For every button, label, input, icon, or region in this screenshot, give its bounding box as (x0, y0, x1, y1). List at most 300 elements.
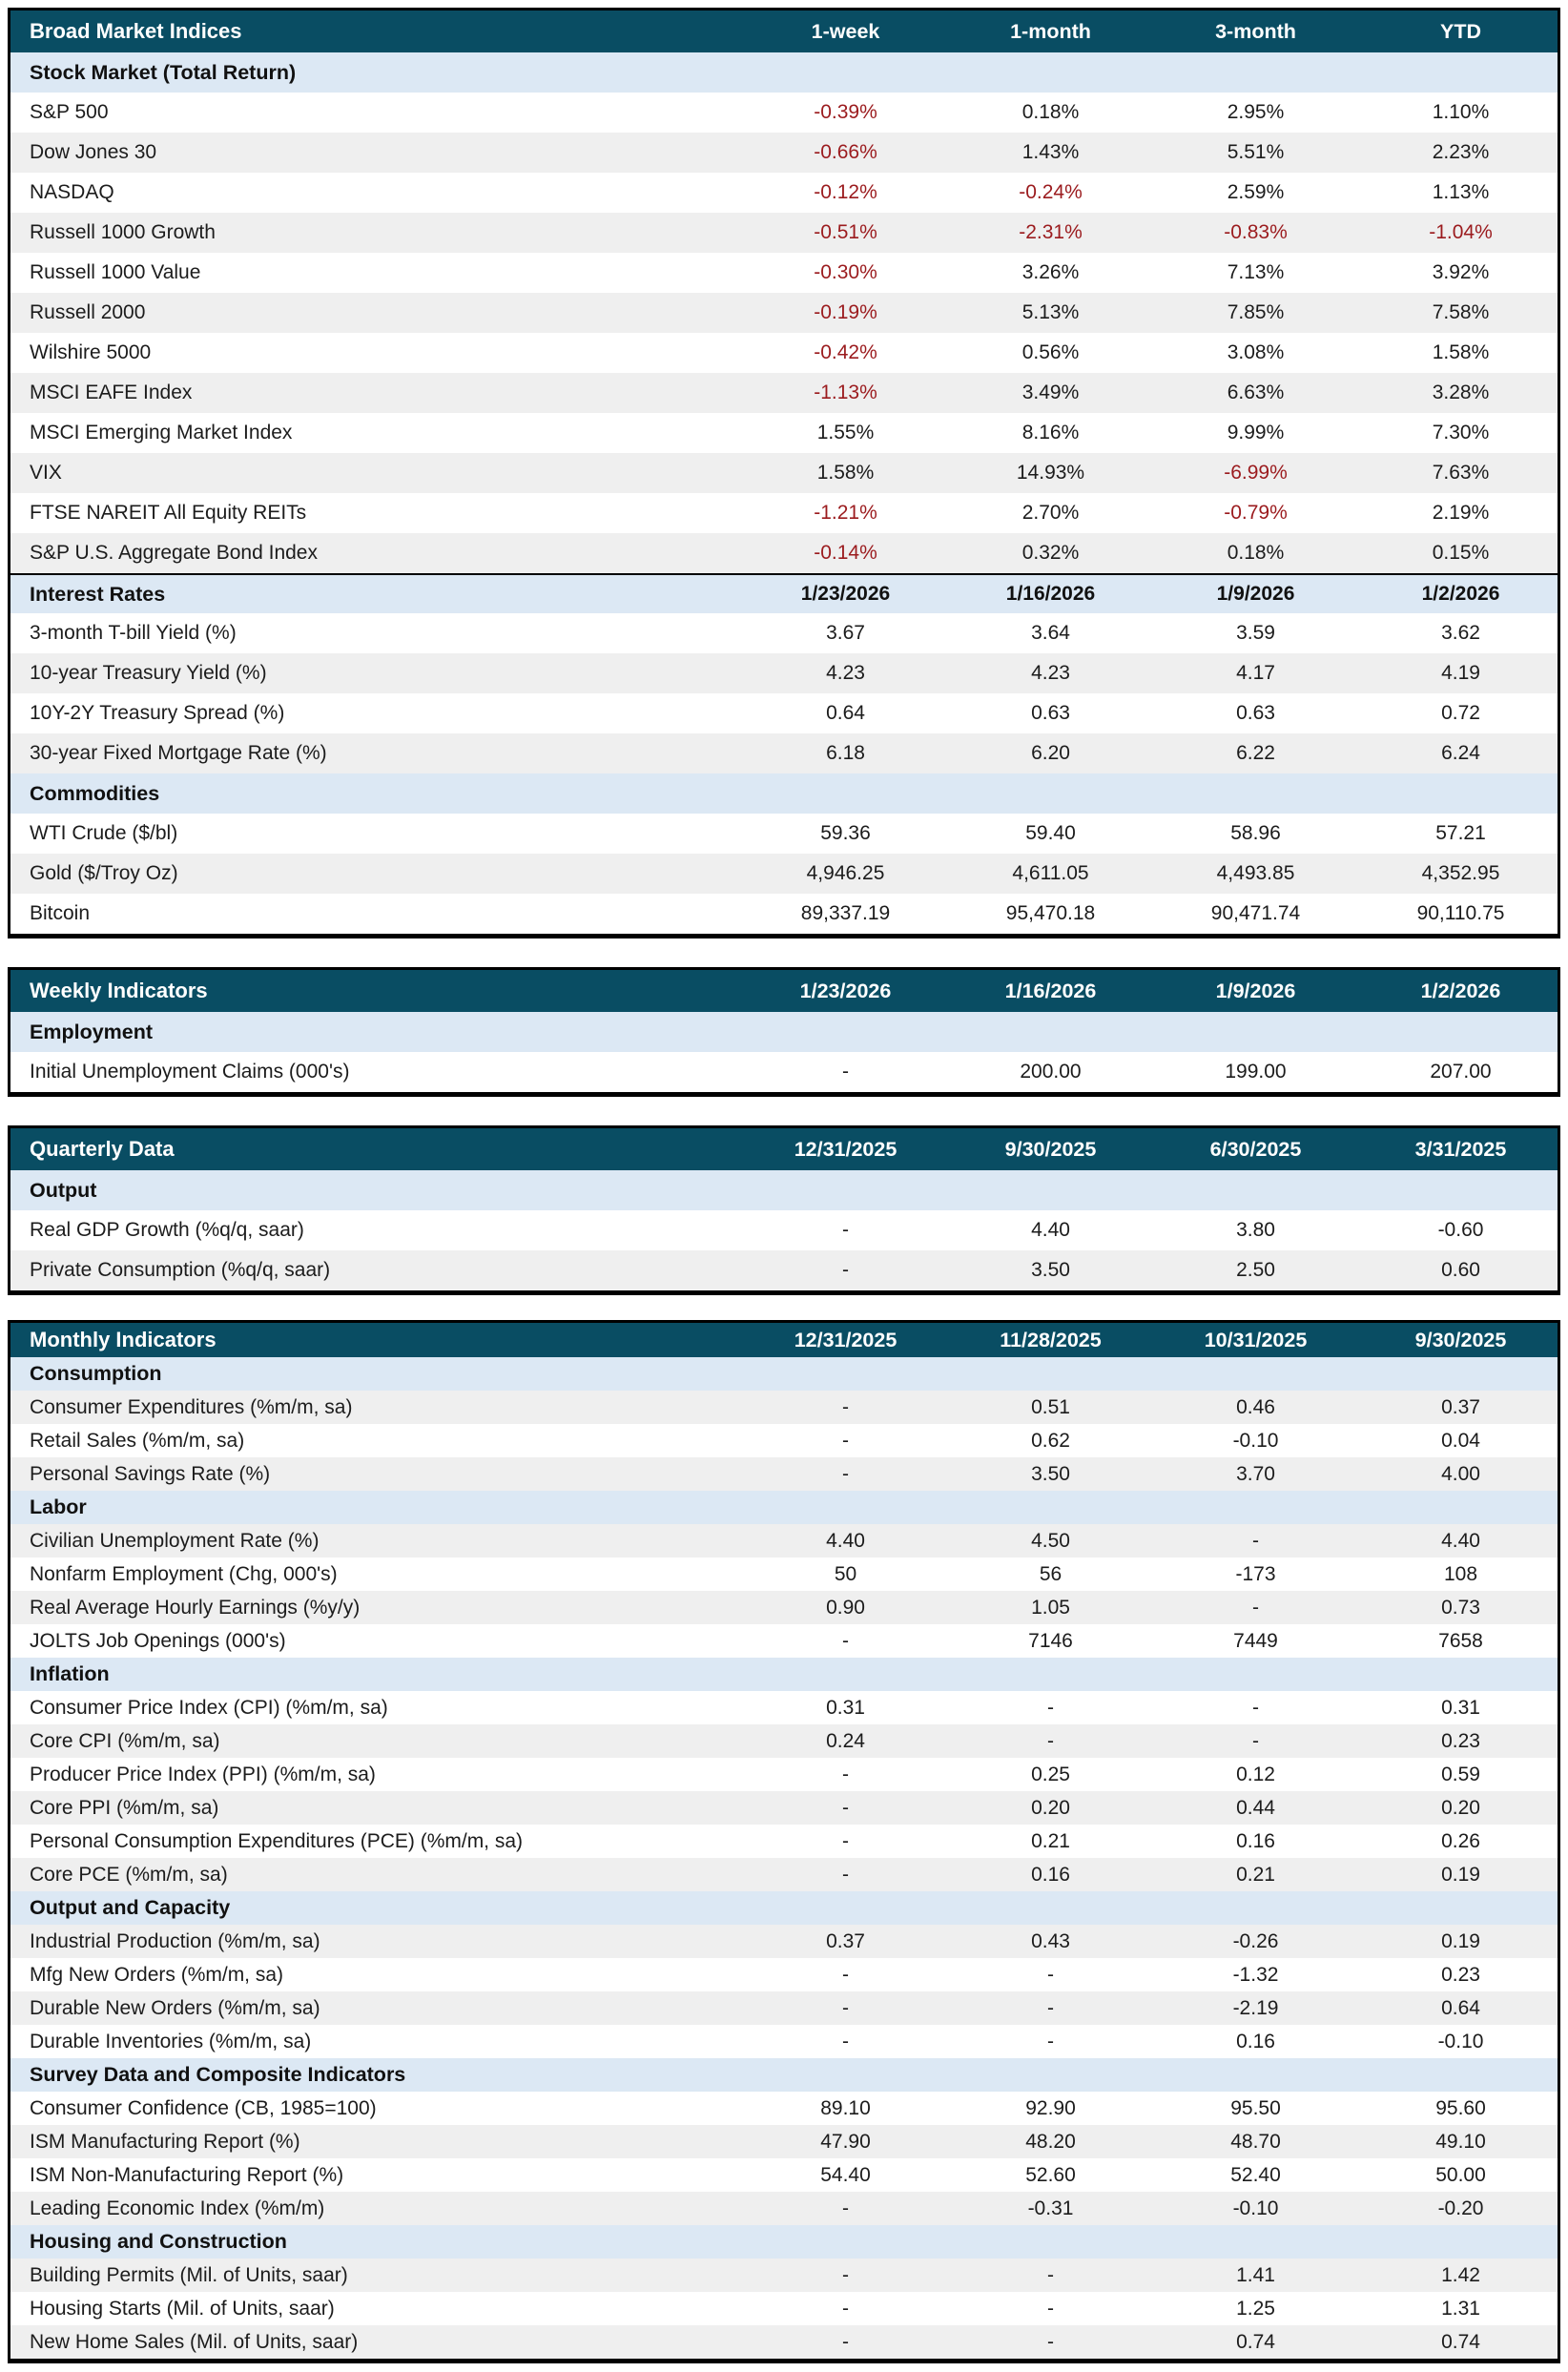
cell-value: - (842, 1429, 849, 1452)
table-row (10, 1052, 1558, 1092)
row-label: ISM Non-Manufacturing Report (%) (30, 2163, 344, 2186)
cell-value: 7.63% (1432, 462, 1490, 484)
row-label: S&P U.S. Aggregate Bond Index (30, 542, 318, 564)
row-label: 30-year Fixed Mortgage Rate (%) (30, 742, 327, 764)
table-row (10, 814, 1558, 854)
table-row (10, 1210, 1558, 1250)
row-label: Bitcoin (30, 902, 91, 924)
cell-value: 47.90 (820, 2130, 871, 2153)
cell-value: 0.20 (1031, 1796, 1070, 1819)
section-header-row (10, 2225, 1558, 2259)
cell-value: 1.25 (1236, 2297, 1275, 2320)
cell-value: 56 (1039, 1562, 1063, 1585)
cell-value: - (1252, 1729, 1259, 1752)
column-header: 9/30/2025 (1414, 1328, 1507, 1351)
cell-value: 89.10 (820, 2096, 871, 2119)
column-header: 1/16/2026 (1004, 979, 1097, 1002)
row-label: MSCI Emerging Market Index (30, 422, 293, 443)
cell-value: 57.21 (1435, 822, 1486, 844)
cell-value: 1/23/2026 (800, 583, 891, 605)
cell-value: - (1047, 1696, 1054, 1719)
table-row (10, 533, 1558, 573)
cell-value: -1.21% (814, 502, 877, 524)
cell-value: -0.24% (1019, 181, 1083, 203)
section-title: Labor (30, 1495, 87, 1518)
quarterly-data-table (8, 1125, 1560, 1295)
cell-value: 95.60 (1435, 2096, 1486, 2119)
cell-value: -0.66% (814, 141, 877, 163)
cell-value: 6.24 (1441, 742, 1480, 764)
row-label: Personal Consumption Expenditures (PCE) (%m/m, sa) (30, 1829, 524, 1852)
table-row (10, 1858, 1558, 1891)
column-header: 6/30/2025 (1209, 1137, 1302, 1161)
table-row (10, 2325, 1558, 2359)
row-label: 10-year Treasury Yield (%) (30, 662, 267, 684)
row-label: Industrial Production (%m/m, sa) (30, 1929, 320, 1952)
cell-value: -0.30% (814, 261, 877, 283)
row-label: 10Y-2Y Treasury Spread (%) (30, 702, 285, 724)
row-label: Real Average Hourly Earnings (%y/y) (30, 1596, 361, 1619)
cell-value: 7146 (1028, 1629, 1073, 1652)
cell-value: 54.40 (820, 2163, 871, 2186)
cell-value: -0.20 (1437, 2197, 1484, 2219)
cell-value: 0.19 (1441, 1863, 1480, 1886)
cell-value: 7.58% (1432, 301, 1490, 323)
cell-value: 1.55% (816, 422, 875, 443)
cell-value: - (842, 1219, 849, 1241)
row-label: Wilshire 5000 (30, 341, 152, 363)
section-header-row (10, 1357, 1558, 1391)
cell-value: 1.42 (1441, 2263, 1480, 2286)
cell-value: 7.85% (1227, 301, 1285, 323)
cell-value: 3.64 (1031, 622, 1070, 644)
cell-value: - (842, 1863, 849, 1886)
row-label: Initial Unemployment Claims (000's) (30, 1061, 350, 1083)
cell-value: - (1047, 2030, 1054, 2052)
monthly-indicators-table (8, 1320, 1560, 2363)
cell-value: 4.23 (826, 662, 865, 684)
column-header: 12/31/2025 (794, 1328, 897, 1351)
cell-value: 0.64 (826, 702, 865, 724)
cell-value: 3.28% (1432, 382, 1490, 403)
cell-value: 0.04 (1441, 1429, 1480, 1452)
cell-value: 1.43% (1021, 141, 1080, 163)
table-row (10, 2125, 1558, 2158)
column-header: 9/30/2025 (1004, 1137, 1097, 1161)
cell-value: 3.26% (1021, 261, 1080, 283)
cell-value: 0.31 (1441, 1696, 1480, 1719)
column-header: 12/31/2025 (794, 1137, 897, 1161)
cell-value: 7658 (1438, 1629, 1483, 1652)
row-label: Russell 1000 Growth (30, 221, 216, 243)
cell-value: - (1047, 1729, 1054, 1752)
cell-value: 0.18% (1021, 101, 1080, 123)
table-row (10, 1925, 1558, 1958)
cell-value: 49.10 (1435, 2130, 1486, 2153)
cell-value: -1.32 (1232, 1963, 1279, 1986)
cell-value: 0.16 (1236, 2030, 1275, 2052)
cell-value: 0.64 (1441, 1996, 1480, 2019)
table-row (10, 1524, 1558, 1557)
cell-value: 0.46 (1236, 1395, 1275, 1418)
cell-value: 2.70% (1021, 502, 1080, 524)
column-header: 10/31/2025 (1204, 1328, 1308, 1351)
row-label: Civilian Unemployment Rate (%) (30, 1529, 320, 1552)
cell-value: 199.00 (1225, 1061, 1287, 1083)
row-label: Leading Economic Index (%m/m) (30, 2197, 325, 2219)
cell-value: 3.59 (1236, 622, 1275, 644)
cell-value: -0.83% (1224, 221, 1288, 243)
table-row (10, 1591, 1558, 1624)
cell-value: - (1047, 2297, 1054, 2320)
cell-value: 48.70 (1230, 2130, 1281, 2153)
cell-value: 90,471.74 (1210, 902, 1301, 924)
table-row (10, 1424, 1558, 1457)
cell-value: 200.00 (1020, 1061, 1082, 1083)
table-row (10, 653, 1558, 693)
table-row (10, 2192, 1558, 2225)
cell-value: -2.31% (1019, 221, 1083, 243)
cell-value: 0.37 (1441, 1395, 1480, 1418)
cell-value: 0.74 (1441, 2330, 1480, 2353)
row-label: FTSE NAREIT All Equity REITs (30, 502, 307, 524)
cell-value: 0.37 (826, 1929, 865, 1952)
row-label: NASDAQ (30, 181, 114, 203)
cell-value: -0.10 (1437, 2030, 1484, 2052)
cell-value: -2.19 (1232, 1996, 1279, 2019)
cell-value: 3.80 (1236, 1219, 1275, 1241)
cell-value: - (842, 1796, 849, 1819)
table-row (10, 2292, 1558, 2325)
table-row (10, 2025, 1558, 2058)
cell-value: -0.14% (814, 542, 877, 564)
cell-value: - (842, 1259, 849, 1281)
cell-value: -0.42% (814, 341, 877, 363)
cell-value: -0.12% (814, 181, 877, 203)
cell-value: 1.41 (1236, 2263, 1275, 2286)
table-header-row (10, 1128, 1558, 1170)
cell-value: -0.10 (1232, 1429, 1279, 1452)
cell-value: 4,352.95 (1421, 862, 1500, 884)
cell-value: 14.93% (1016, 462, 1085, 484)
cell-value: 4.40 (1031, 1219, 1070, 1241)
cell-value: 0.73 (1441, 1596, 1480, 1619)
column-header: 1/2/2026 (1420, 979, 1501, 1002)
table-row (10, 733, 1558, 773)
table-row (10, 1691, 1558, 1724)
table-row (10, 1825, 1558, 1858)
cell-value: - (1047, 1963, 1054, 1986)
column-header: 1/23/2026 (799, 979, 892, 1002)
cell-value: -1.04% (1429, 221, 1493, 243)
table-row (10, 213, 1558, 253)
table-row (10, 693, 1558, 733)
cell-value: 0.23 (1441, 1963, 1480, 1986)
cell-value: 4.40 (1441, 1529, 1480, 1552)
cell-value: 59.40 (1025, 822, 1076, 844)
cell-value: 50.00 (1435, 2163, 1486, 2186)
cell-value: 48.20 (1025, 2130, 1076, 2153)
cell-value: 7449 (1233, 1629, 1278, 1652)
table-row (10, 493, 1558, 533)
cell-value: 0.12 (1236, 1763, 1275, 1785)
cell-value: 0.51 (1031, 1395, 1070, 1418)
cell-value: 3.92% (1432, 261, 1490, 283)
table-row (10, 373, 1558, 413)
cell-value: - (842, 1395, 849, 1418)
table-row (10, 1724, 1558, 1758)
cell-value: 1.31 (1441, 2297, 1480, 2320)
cell-value: 0.25 (1031, 1763, 1070, 1785)
column-header: 1-week (811, 19, 880, 43)
cell-value: 89,337.19 (800, 902, 891, 924)
column-header: 11/28/2025 (1000, 1328, 1102, 1351)
cell-value: - (1047, 1996, 1054, 2019)
cell-value: 0.21 (1031, 1829, 1070, 1852)
cell-value: 2.50 (1236, 1259, 1275, 1281)
cell-value: 0.60 (1441, 1259, 1480, 1281)
section-header-row (10, 573, 1558, 613)
row-label: Nonfarm Employment (Chg, 000's) (30, 1562, 338, 1585)
table-row (10, 93, 1558, 133)
column-header: 1-month (1010, 19, 1091, 43)
cell-value: 8.16% (1021, 422, 1080, 443)
cell-value: - (1252, 1529, 1259, 1552)
section-header-row (10, 1658, 1558, 1691)
cell-value: -1.13% (814, 382, 877, 403)
cell-value: 0.18% (1227, 542, 1285, 564)
cell-value: 4,611.05 (1012, 862, 1089, 884)
cell-value: 0.74 (1236, 2330, 1275, 2353)
section-title: Housing and Construction (30, 2230, 287, 2253)
row-label: Building Permits (Mil. of Units, saar) (30, 2263, 348, 2286)
cell-value: 1/16/2026 (1005, 583, 1096, 605)
cell-value: 95.50 (1230, 2096, 1281, 2119)
table-title: Broad Market Indices (30, 19, 242, 43)
column-header: 1/9/2026 (1215, 979, 1296, 1002)
cell-value: 95,470.18 (1005, 902, 1096, 924)
cell-value: 50 (834, 1562, 857, 1585)
cell-value: 0.63 (1031, 702, 1070, 724)
row-label: JOLTS Job Openings (000's) (30, 1629, 286, 1652)
table-row (10, 1624, 1558, 1658)
section-header-row (10, 1170, 1558, 1210)
cell-value: - (842, 2197, 849, 2219)
cell-value: 0.56% (1021, 341, 1080, 363)
cell-value: 90,110.75 (1416, 902, 1505, 924)
cell-value: 3.50 (1031, 1259, 1070, 1281)
cell-value: 0.44 (1236, 1796, 1275, 1819)
cell-value: 7.30% (1432, 422, 1490, 443)
row-label: Core CPI (%m/m, sa) (30, 1729, 220, 1752)
cell-value: 0.20 (1441, 1796, 1480, 1819)
cell-value: 4.17 (1236, 662, 1275, 684)
table-row (10, 293, 1558, 333)
cell-value: 2.19% (1432, 502, 1490, 524)
cell-value: 0.32% (1021, 542, 1080, 564)
cell-value: 3.49% (1021, 382, 1080, 403)
table-row (10, 333, 1558, 373)
table-row (10, 613, 1558, 653)
row-label: MSCI EAFE Index (30, 382, 193, 403)
cell-value: 0.21 (1236, 1863, 1275, 1886)
row-label: Core PCE (%m/m, sa) (30, 1863, 228, 1886)
cell-value: 6.18 (826, 742, 865, 764)
section-title: Stock Market (Total Return) (30, 60, 297, 84)
table-row (10, 1991, 1558, 2025)
table-title: Weekly Indicators (30, 979, 208, 1002)
cell-value: 0.72 (1441, 702, 1480, 724)
row-label: 3-month T-bill Yield (%) (30, 622, 237, 644)
cell-value: 0.16 (1031, 1863, 1070, 1886)
cell-value: 1/2/2026 (1421, 583, 1500, 605)
cell-value: 0.31 (826, 1696, 865, 1719)
cell-value: - (842, 2263, 849, 2286)
row-label: Russell 2000 (30, 301, 146, 323)
cell-value: - (1252, 1696, 1259, 1719)
section-title: Survey Data and Composite Indicators (30, 2063, 406, 2086)
table-title: Monthly Indicators (30, 1328, 217, 1351)
section-header-row (10, 52, 1558, 93)
cell-value: 5.13% (1021, 301, 1080, 323)
table-header-row (10, 10, 1558, 52)
cell-value: 6.63% (1227, 382, 1285, 403)
cell-value: 0.23 (1441, 1729, 1480, 1752)
column-header: YTD (1440, 19, 1481, 43)
table-header-row (10, 970, 1558, 1012)
row-label: Mfg New Orders (%m/m, sa) (30, 1963, 284, 1986)
table-row (10, 1557, 1558, 1591)
cell-value: - (842, 2297, 849, 2320)
table-row (10, 1958, 1558, 1991)
section-header-row (10, 1891, 1558, 1925)
section-header-row (10, 773, 1558, 814)
row-label: WTI Crude ($/bl) (30, 822, 178, 844)
cell-value: -0.60 (1437, 1219, 1484, 1241)
cell-value: 1.13% (1432, 181, 1490, 203)
cell-value: - (842, 1763, 849, 1785)
cell-value: 58.96 (1230, 822, 1281, 844)
cell-value: 0.19 (1441, 1929, 1480, 1952)
cell-value: 6.22 (1236, 742, 1275, 764)
table-title: Quarterly Data (30, 1137, 175, 1161)
row-label: Dow Jones 30 (30, 141, 157, 163)
row-label: Private Consumption (%q/q, saar) (30, 1259, 331, 1281)
cell-value: 1.58% (1432, 341, 1490, 363)
row-label: Retail Sales (%m/m, sa) (30, 1429, 245, 1452)
row-label: Russell 1000 Value (30, 261, 201, 283)
cell-value: 1.10% (1432, 101, 1490, 123)
cell-value: -0.51% (814, 221, 877, 243)
section-header-row (10, 2058, 1558, 2092)
cell-value: - (842, 1061, 849, 1083)
cell-value: 0.59 (1441, 1763, 1480, 1785)
cell-value: 2.95% (1227, 101, 1285, 123)
cell-value: - (842, 1462, 849, 1485)
cell-value: 3.70 (1236, 1462, 1275, 1485)
cell-value: -0.39% (814, 101, 877, 123)
table-row (10, 2259, 1558, 2292)
cell-value: 0.43 (1031, 1929, 1070, 1952)
cell-value: 0.90 (826, 1596, 865, 1619)
cell-value: - (842, 1963, 849, 1986)
cell-value: -0.19% (814, 301, 877, 323)
cell-value: 52.60 (1025, 2163, 1076, 2186)
cell-value: -6.99% (1224, 462, 1288, 484)
table-row (10, 253, 1558, 293)
cell-value: -0.10 (1232, 2197, 1279, 2219)
table-row (10, 173, 1558, 213)
table-row (10, 854, 1558, 894)
table-row (10, 894, 1558, 934)
cell-value: 9.99% (1227, 422, 1285, 443)
section-title: Commodities (30, 781, 160, 805)
weekly-indicators-table (8, 967, 1560, 1097)
table-row (10, 413, 1558, 453)
cell-value: - (1047, 2330, 1054, 2353)
cell-value: - (1252, 1596, 1259, 1619)
section-title: Consumption (30, 1362, 162, 1385)
table-row (10, 2092, 1558, 2125)
cell-value: -0.31 (1027, 2197, 1074, 2219)
cell-value: - (842, 1629, 849, 1652)
table-row (10, 1391, 1558, 1424)
cell-value: 2.23% (1432, 141, 1490, 163)
section-title: Employment (30, 1020, 154, 1043)
cell-value: 5.51% (1227, 141, 1285, 163)
cell-value: 3.67 (826, 622, 865, 644)
section-header-row (10, 1491, 1558, 1524)
cell-value: 0.63 (1236, 702, 1275, 724)
row-label: Core PPI (%m/m, sa) (30, 1796, 219, 1819)
cell-value: -0.26 (1232, 1929, 1279, 1952)
table-row (10, 1457, 1558, 1491)
cell-value: 2.59% (1227, 181, 1285, 203)
row-label: Consumer Price Index (CPI) (%m/m, sa) (30, 1696, 388, 1719)
row-label: New Home Sales (Mil. of Units, saar) (30, 2330, 359, 2353)
section-title: Output (30, 1178, 97, 1202)
cell-value: 7.13% (1227, 261, 1285, 283)
row-label: Real GDP Growth (%q/q, saar) (30, 1219, 304, 1241)
table-row (10, 2158, 1558, 2192)
cell-value: 1/9/2026 (1216, 583, 1295, 605)
row-label: S&P 500 (30, 101, 109, 123)
table-row (10, 453, 1558, 493)
cell-value: - (842, 2030, 849, 2052)
table-header-row (10, 1323, 1558, 1357)
cell-value: 4.00 (1441, 1462, 1480, 1485)
table-row (10, 133, 1558, 173)
row-label: Consumer Expenditures (%m/m, sa) (30, 1395, 353, 1418)
row-label: VIX (30, 462, 62, 484)
row-label: Durable New Orders (%m/m, sa) (30, 1996, 320, 2019)
cell-value: 3.08% (1227, 341, 1285, 363)
section-header-row (10, 1012, 1558, 1052)
row-label: Personal Savings Rate (%) (30, 1462, 271, 1485)
cell-value: 108 (1443, 1562, 1478, 1585)
cell-value: 0.62 (1031, 1429, 1070, 1452)
cell-value: 59.36 (820, 822, 871, 844)
section-title: Inflation (30, 1662, 110, 1685)
cell-value: 4,946.25 (806, 862, 885, 884)
cell-value: 0.16 (1236, 1829, 1275, 1852)
cell-value: 4,493.85 (1216, 862, 1295, 884)
row-label: Consumer Confidence (CB, 1985=100) (30, 2096, 377, 2119)
table-row (10, 1758, 1558, 1791)
section-title: Output and Capacity (30, 1896, 231, 1919)
table-row (10, 1791, 1558, 1825)
cell-value: -0.79% (1224, 502, 1288, 524)
